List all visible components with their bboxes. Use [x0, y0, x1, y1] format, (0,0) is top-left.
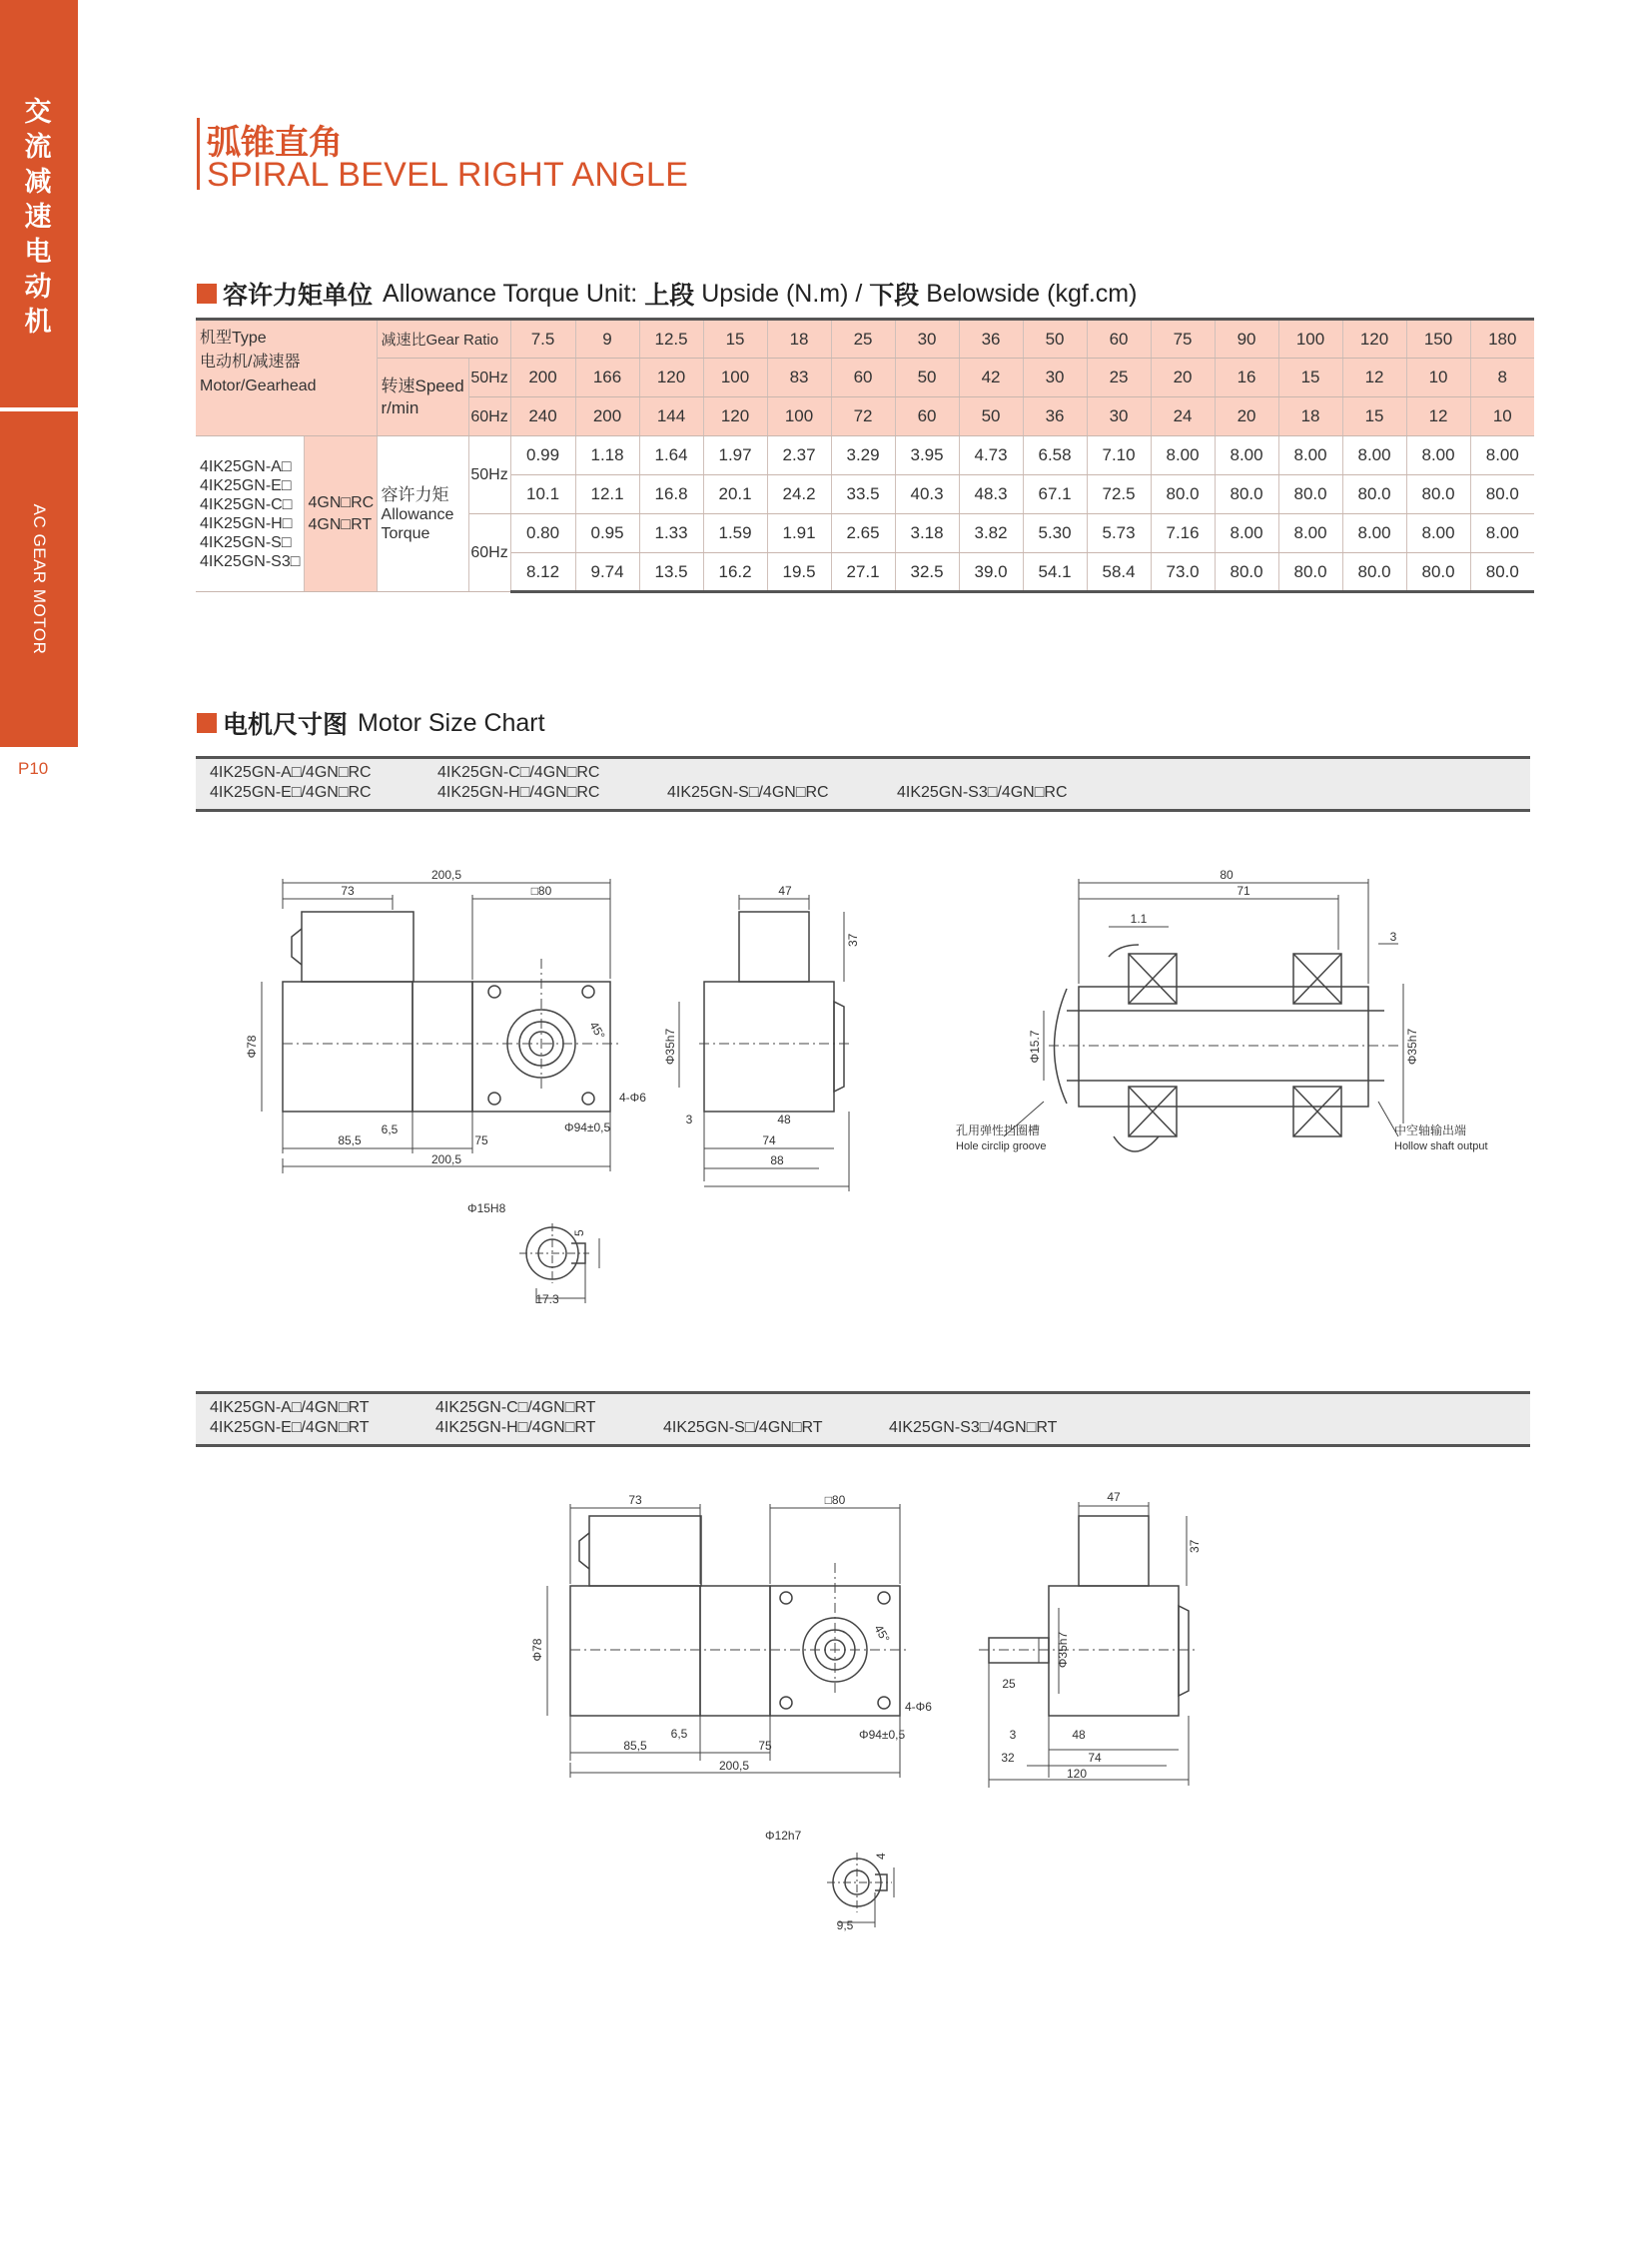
svg-text:Φ35h7: Φ35h7	[663, 1028, 677, 1066]
table-cell: 48.3	[959, 475, 1023, 514]
svg-text:37: 37	[846, 933, 860, 947]
svg-text:45°: 45°	[586, 1019, 608, 1043]
table-cell: 83	[767, 359, 831, 397]
table-cell: 1.18	[575, 436, 639, 475]
torque-section-heading: 容许力矩单位 Allowance Torque Unit: 上段 Upside (N.m) / 下段 Belowside (kgf.cm)	[197, 276, 1137, 312]
table-cell: 100	[703, 359, 767, 397]
table-cell: 240	[510, 397, 575, 436]
table-cell: 1.59	[703, 514, 767, 553]
table-cell: 150	[1406, 320, 1470, 359]
models-cell: 4IK25GN-A□ 4IK25GN-E□ 4IK25GN-C□ 4IK25GN-H□ 4IK25GN-S□ 4IK25GN-S3□	[196, 436, 304, 592]
table-cell: 18	[1278, 397, 1342, 436]
torque-label-cell: 容许力矩 Allowance Torque	[377, 436, 468, 592]
svg-text:47: 47	[1107, 1490, 1121, 1504]
table-cell: 60Hz	[468, 397, 510, 436]
table-cell: 27.1	[831, 553, 895, 592]
svg-text:37: 37	[1188, 1539, 1202, 1553]
table-cell: 60Hz	[468, 514, 510, 592]
svg-text:Φ15.7: Φ15.7	[1028, 1030, 1042, 1064]
svg-text:32: 32	[1001, 1751, 1015, 1765]
svg-text:中空轴输出端: 中空轴输出端	[1394, 1123, 1467, 1137]
svg-text:Φ15H8: Φ15H8	[467, 1201, 506, 1215]
table-cell: 90	[1215, 320, 1278, 359]
table-cell: 4.73	[959, 436, 1023, 475]
svg-text:25: 25	[1002, 1677, 1016, 1691]
table-cell: 1.91	[767, 514, 831, 553]
table-cell: 80.0	[1215, 475, 1278, 514]
table-cell: 12	[1406, 397, 1470, 436]
table-cell: 120	[1342, 320, 1406, 359]
table-cell: 13.5	[639, 553, 703, 592]
table-cell: 15	[703, 320, 767, 359]
svg-text:□80: □80	[530, 884, 552, 898]
svg-text:6,5: 6,5	[381, 1122, 399, 1136]
table-cell: 180	[1470, 320, 1534, 359]
table-cell: 50	[895, 359, 959, 397]
table-cell: 80.0	[1278, 553, 1342, 592]
svg-text:120: 120	[1066, 1767, 1088, 1781]
rt-side-view	[570, 1516, 910, 1716]
table-cell: 200	[510, 359, 575, 397]
table-cell: 12	[1342, 359, 1406, 397]
side-title-en: AC GEAR MOTOR	[30, 503, 49, 655]
table-cell: 6.58	[1023, 436, 1087, 475]
table-cell: 75	[1151, 320, 1215, 359]
svg-text:Φ78: Φ78	[245, 1035, 259, 1059]
table-cell: 1.64	[639, 436, 703, 475]
svg-text:4: 4	[874, 1853, 888, 1860]
table-cell: 80.0	[1406, 553, 1470, 592]
svg-text:Φ94±0,5: Φ94±0,5	[859, 1728, 906, 1742]
table-cell: 16.8	[639, 475, 703, 514]
table-cell: 144	[639, 397, 703, 436]
table-cell: 16	[1215, 359, 1278, 397]
svg-text:200,5: 200,5	[718, 1759, 750, 1773]
hollow-shaft-section	[1049, 945, 1398, 1151]
table-cell: 7.16	[1151, 514, 1215, 553]
table-cell: 166	[575, 359, 639, 397]
table-cell: 转速Speed r/min	[377, 359, 468, 436]
svg-text:Φ78: Φ78	[530, 1638, 544, 1662]
table-cell: 0.80	[510, 514, 575, 553]
table-cell: 120	[703, 397, 767, 436]
svg-text:孔用弹性挡圈槽: 孔用弹性挡圈槽	[956, 1123, 1041, 1137]
table-cell: 100	[767, 397, 831, 436]
svg-text:Φ35h7: Φ35h7	[1056, 1631, 1070, 1669]
table-cell: 8.00	[1278, 436, 1342, 475]
table-cell: 8.00	[1215, 436, 1278, 475]
table-cell: 36	[1023, 397, 1087, 436]
table-cell: 20	[1215, 397, 1278, 436]
svg-text:73: 73	[628, 1493, 642, 1507]
table-cell: 50Hz	[468, 436, 510, 514]
svg-text:75: 75	[474, 1133, 488, 1147]
table-cell: 12.5	[639, 320, 703, 359]
table-cell: 25	[831, 320, 895, 359]
svg-text:74: 74	[762, 1133, 776, 1147]
table-cell: 9.74	[575, 553, 639, 592]
table-cell: 80.0	[1342, 553, 1406, 592]
svg-text:80: 80	[1220, 868, 1234, 882]
svg-text:3: 3	[1009, 1728, 1017, 1742]
table-cell: 30	[895, 320, 959, 359]
svg-text:48: 48	[1072, 1728, 1086, 1742]
rc-shaft-detail	[519, 1223, 599, 1303]
table-cell: 120	[639, 359, 703, 397]
table-cell: 39.0	[959, 553, 1023, 592]
table-cell: 8.00	[1215, 514, 1278, 553]
page-title-en: SPIRAL BEVEL RIGHT ANGLE	[207, 156, 689, 194]
svg-text:9,5: 9,5	[836, 1918, 854, 1932]
table-cell: 80.0	[1151, 475, 1215, 514]
table-cell: 8.00	[1151, 436, 1215, 475]
table-cell: 36	[959, 320, 1023, 359]
table-cell: 24	[1151, 397, 1215, 436]
table-cell: 19.5	[767, 553, 831, 592]
table-cell: 3.82	[959, 514, 1023, 553]
svg-text:Hollow shaft output: Hollow shaft output	[1394, 1140, 1488, 1152]
rc-side-view	[283, 912, 622, 1112]
table-cell: 8.00	[1470, 436, 1534, 475]
table-cell: 42	[959, 359, 1023, 397]
table-cell: 2.65	[831, 514, 895, 553]
table-cell: 1.33	[639, 514, 703, 553]
svg-text:74: 74	[1088, 1751, 1102, 1765]
svg-text:85,5: 85,5	[338, 1133, 362, 1147]
table-cell: 60	[895, 397, 959, 436]
svg-text:4-Φ6: 4-Φ6	[905, 1700, 932, 1714]
table-cell: 50	[959, 397, 1023, 436]
table-cell: 0.99	[510, 436, 575, 475]
rt-shaft-detail	[827, 1853, 894, 1927]
table-cell: 5.73	[1087, 514, 1151, 553]
table-cell: 8.00	[1342, 436, 1406, 475]
table-cell: 200	[575, 397, 639, 436]
table-cell: 40.3	[895, 475, 959, 514]
type-header-cell: 机型Type 电动机/减速器 Motor/Gearhead	[196, 320, 377, 436]
table-cell: 20	[1151, 359, 1215, 397]
model-bar-rt: 4IK25GN-A□/4GN□RT 4IK25GN-C□/4GN□RT 4IK25GN-E□/4GN□RT 4IK25GN-H□/4GN□RT 4IK25GN-S□/4GN□RT 4IK25GN-S3□/4GN□RT	[196, 1391, 1530, 1447]
model-bar-rc: 4IK25GN-A□/4GN□RC 4IK25GN-C□/4GN□RC 4IK25GN-E□/4GN□RC 4IK25GN-H□/4GN□RC 4IK25GN-S□/4GN□RC 4IK25GN-S3□/4GN□RC	[196, 756, 1530, 812]
table-cell: 7.10	[1087, 436, 1151, 475]
svg-text:Φ94±0,5: Φ94±0,5	[564, 1120, 611, 1134]
table-cell: 8.00	[1342, 514, 1406, 553]
svg-text:4-Φ6: 4-Φ6	[619, 1091, 646, 1105]
table-cell: 80.0	[1278, 475, 1342, 514]
size-section-heading: 电机尺寸图 Motor Size Chart	[197, 705, 545, 741]
svg-text:75: 75	[758, 1739, 772, 1753]
table-cell: 8.00	[1406, 514, 1470, 553]
table-cell: 72.5	[1087, 475, 1151, 514]
gearheads-cell: 4GN□RC 4GN□RT	[304, 436, 377, 592]
table-cell: 72	[831, 397, 895, 436]
svg-text:45°: 45°	[871, 1622, 893, 1646]
table-cell: 5.30	[1023, 514, 1087, 553]
table-cell: 67.1	[1023, 475, 1087, 514]
table-cell: 32.5	[895, 553, 959, 592]
table-cell: 80.0	[1470, 475, 1534, 514]
table-cell: 58.4	[1087, 553, 1151, 592]
svg-text:48: 48	[777, 1113, 791, 1126]
table-cell: 80.0	[1406, 475, 1470, 514]
table-cell: 10.1	[510, 475, 575, 514]
table-cell: 80.0	[1215, 553, 1278, 592]
table-cell: 10	[1470, 397, 1534, 436]
table-cell: 20.1	[703, 475, 767, 514]
table-cell: 8.00	[1406, 436, 1470, 475]
table-cell: 3.95	[895, 436, 959, 475]
table-cell: 15	[1342, 397, 1406, 436]
table-cell: 60	[831, 359, 895, 397]
svg-text:73: 73	[341, 884, 355, 898]
table-cell: 1.97	[703, 436, 767, 475]
table-cell: 80.0	[1342, 475, 1406, 514]
svg-text:3: 3	[685, 1113, 693, 1126]
svg-text:1.1: 1.1	[1130, 912, 1148, 926]
svg-text:17.3: 17.3	[535, 1292, 559, 1306]
svg-text:88: 88	[770, 1153, 784, 1167]
page-title-cn: 弧锥直角	[207, 123, 343, 163]
table-cell: 60	[1087, 320, 1151, 359]
svg-text:□80: □80	[824, 1493, 846, 1507]
svg-text:71: 71	[1237, 884, 1250, 898]
table-cell: 16.2	[703, 553, 767, 592]
table-cell: 80.0	[1470, 553, 1534, 592]
table-cell: 0.95	[575, 514, 639, 553]
table-cell: 24.2	[767, 475, 831, 514]
svg-text:Hole circlip groove: Hole circlip groove	[956, 1140, 1047, 1152]
svg-text:Φ12h7: Φ12h7	[765, 1829, 802, 1843]
svg-text:200,5: 200,5	[430, 1152, 462, 1166]
svg-text:200,5: 200,5	[430, 868, 462, 882]
svg-text:85,5: 85,5	[623, 1739, 647, 1753]
table-cell: 3.18	[895, 514, 959, 553]
table-cell: 50Hz	[468, 359, 510, 397]
table-cell: 18	[767, 320, 831, 359]
rc-front-view	[699, 912, 849, 1112]
table-cell: 8.12	[510, 553, 575, 592]
table-cell: 100	[1278, 320, 1342, 359]
table-cell: 10	[1406, 359, 1470, 397]
table-cell: 12.1	[575, 475, 639, 514]
table-cell: 33.5	[831, 475, 895, 514]
table-cell: 54.1	[1023, 553, 1087, 592]
table-cell: 8.00	[1470, 514, 1534, 553]
table-cell: 30	[1023, 359, 1087, 397]
table-cell: 2.37	[767, 436, 831, 475]
page-number: P10	[18, 759, 49, 778]
table-cell: 7.5	[510, 320, 575, 359]
svg-text:3: 3	[1389, 930, 1397, 944]
side-title-cn: 交 流 减 速 电 动 机	[24, 97, 52, 338]
table-cell: 30	[1087, 397, 1151, 436]
table-cell: 15	[1278, 359, 1342, 397]
table-cell: 3.29	[831, 436, 895, 475]
table-cell: 73.0	[1151, 553, 1215, 592]
table-cell: 8.00	[1278, 514, 1342, 553]
svg-text:Φ35h7: Φ35h7	[1405, 1028, 1419, 1066]
table-cell: 9	[575, 320, 639, 359]
svg-text:6,5: 6,5	[670, 1727, 688, 1741]
table-cell: 25	[1087, 359, 1151, 397]
table-cell: 50	[1023, 320, 1087, 359]
svg-text:5: 5	[572, 1229, 586, 1236]
table-cell: 8	[1470, 359, 1534, 397]
svg-text:47: 47	[778, 884, 792, 898]
table-cell: 减速比Gear Ratio	[377, 320, 510, 359]
